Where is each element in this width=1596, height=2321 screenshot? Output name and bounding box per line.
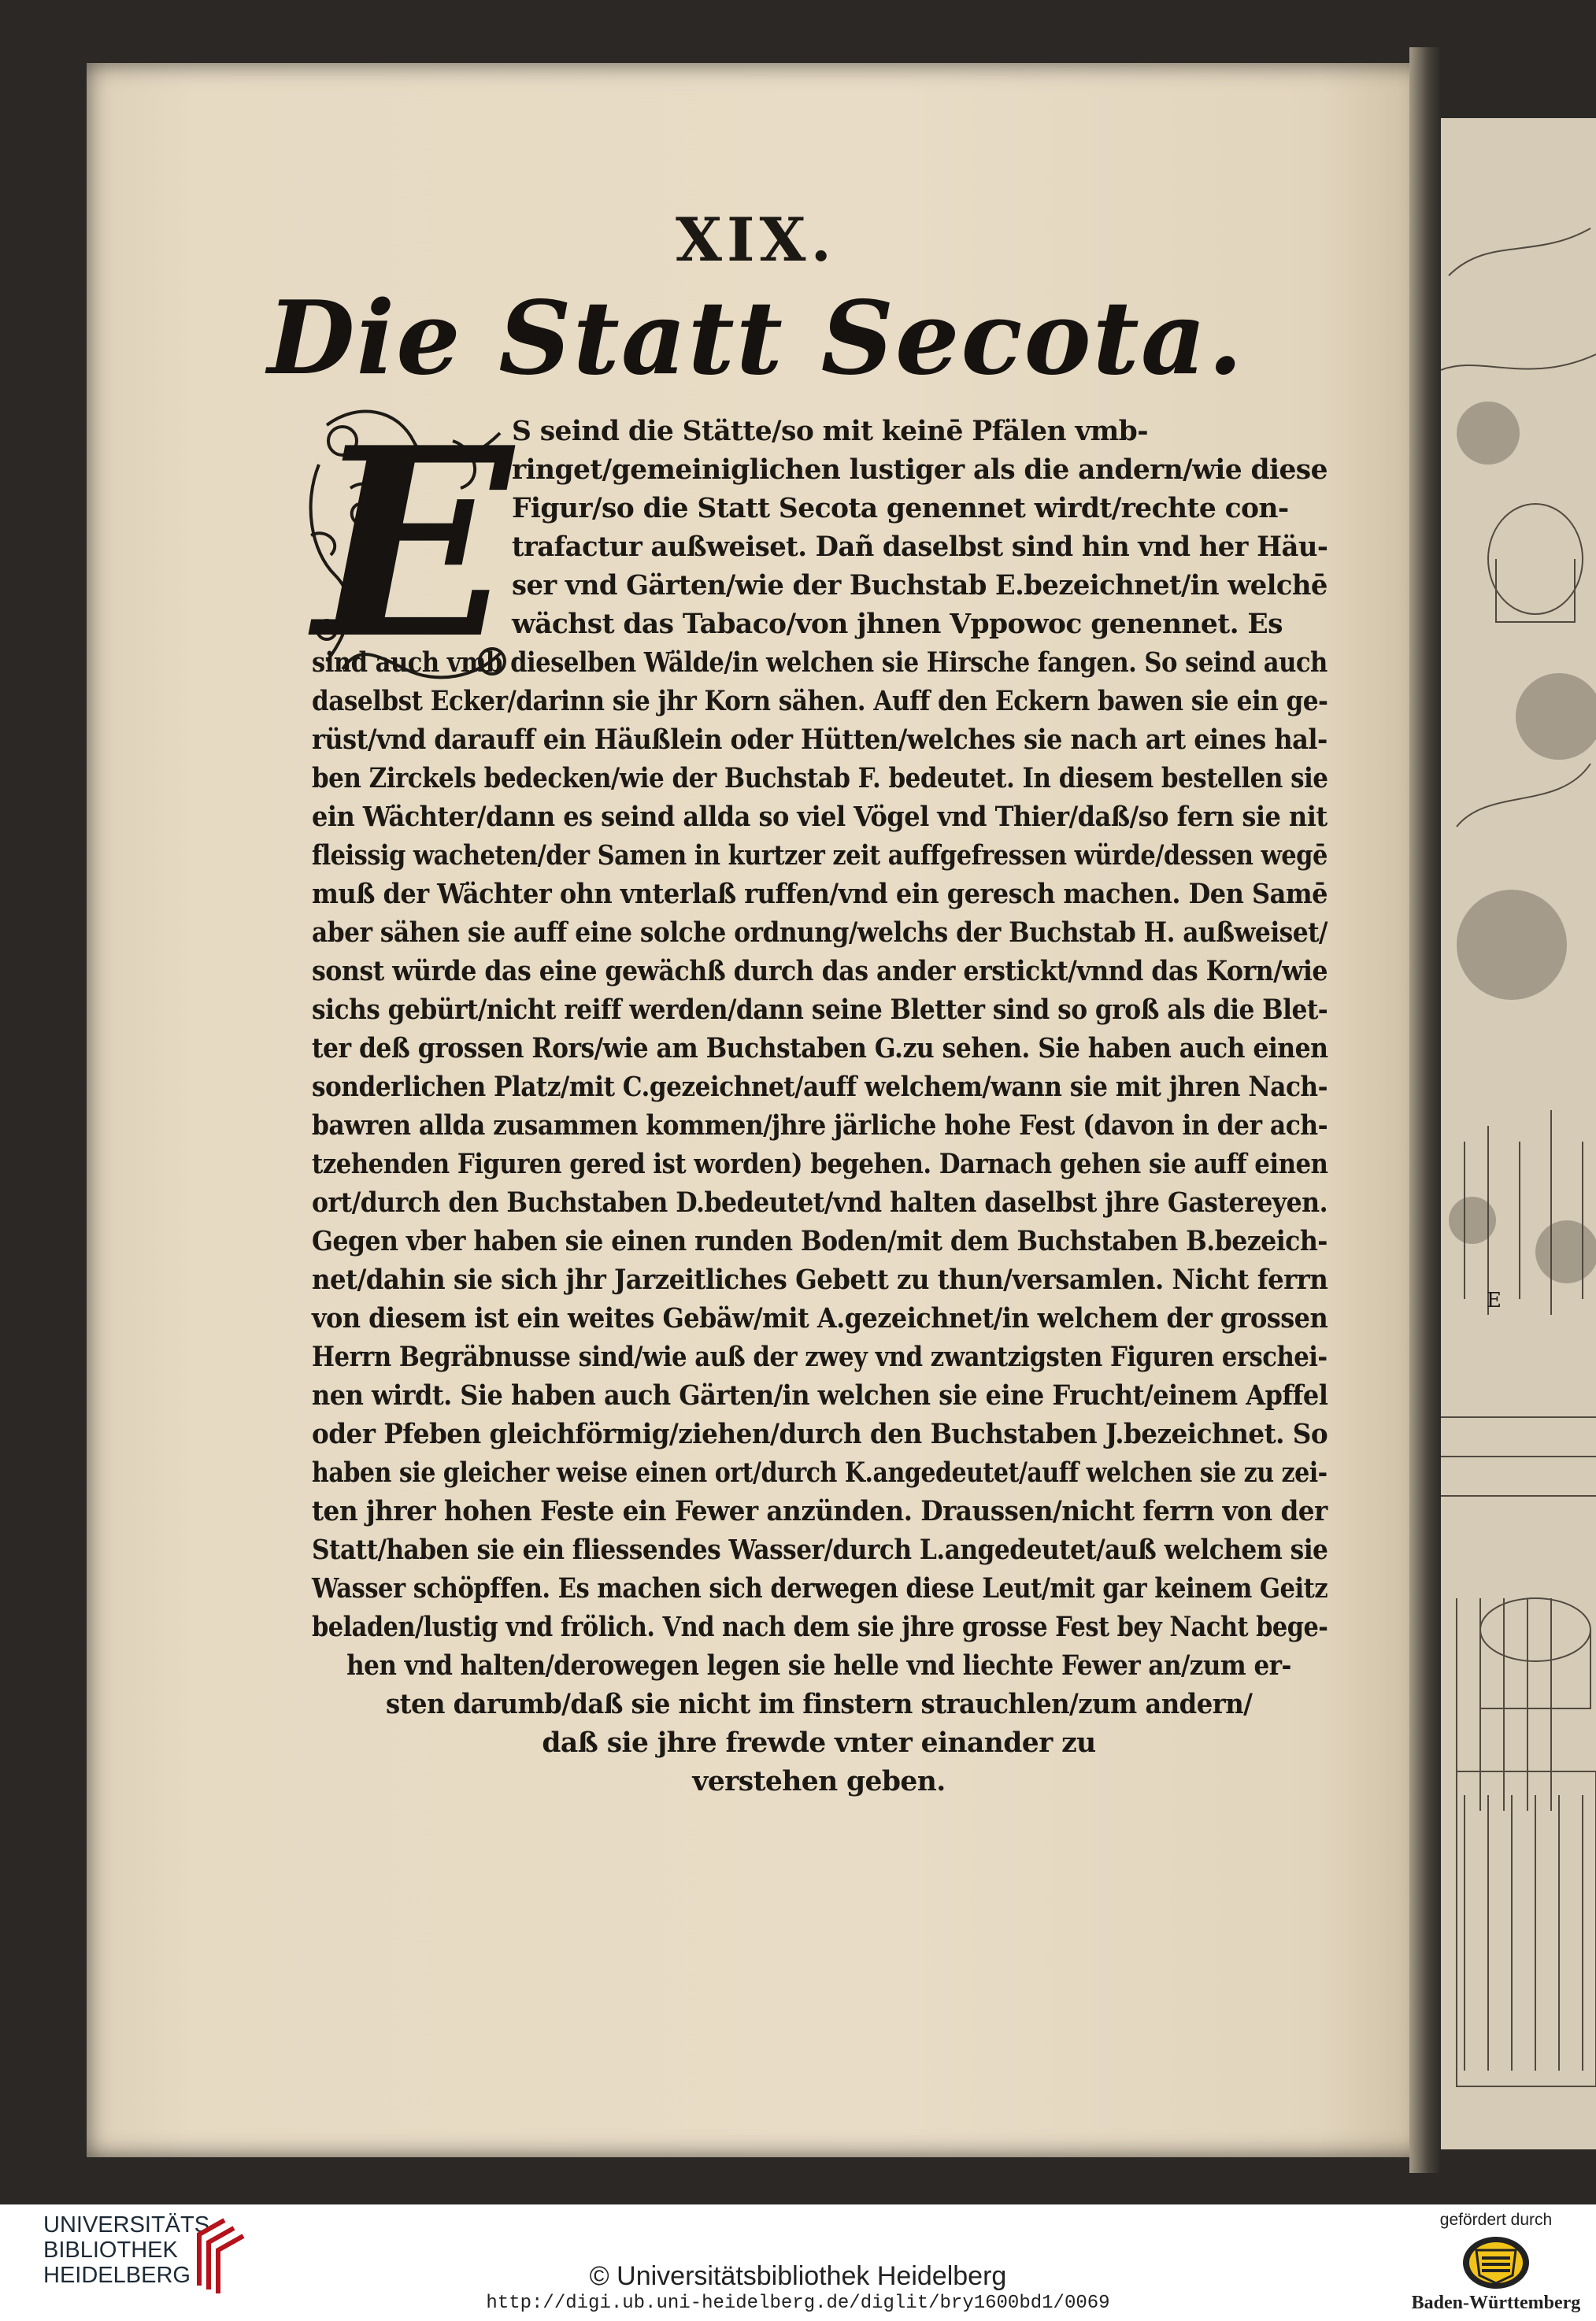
text-line: nen wirdt. Sie haben auch Gärten/in welchen sie eine Frucht/einem Apffel xyxy=(312,1380,1328,1412)
text-line: S seind die Stätte/so mit keinē Pfälen vmb- xyxy=(512,416,1148,447)
text-line: Gegen vber haben sie einen runden Boden/mit dem Buchstaben B.bezeich- xyxy=(312,1226,1328,1257)
text-line: sichs gebürt/nicht reiff werden/dann seine Bletter sind so groß als die Blet- xyxy=(312,994,1328,1026)
text-line: aber sähen sie auff eine solche ordnung/welchs der Buchstab H. außweiset/ xyxy=(312,917,1328,949)
text-line: sten darumb/daß sie nicht im finstern strauchlen/zum andern/ xyxy=(385,1689,1253,1720)
text-line: Statt/haben sie ein fliessendes Wasser/durch L.angedeutet/auß welchem sie xyxy=(312,1534,1328,1566)
text-line: oder Pfeben gleichförmig/ziehen/durch den Buchstaben J.bezeichnet. So xyxy=(312,1419,1328,1450)
text-line: Wasser schöpffen. Es machen sich derwegen diese Leut/mit gar keinem Geitz xyxy=(312,1573,1328,1605)
footer xyxy=(0,2204,1596,2321)
text-line: beladen/lustig vnd frölich. Vnd nach dem sie jhre grosse Fest bey Nacht bege- xyxy=(312,1612,1328,1643)
text-line: sonst würde das eine gewächß durch das ander erstickt/vnnd das Korn/wie xyxy=(312,956,1328,987)
text-line: daß sie jhre frewde vnter einander zu xyxy=(542,1727,1096,1759)
text-line: bawren allda zusammen kommen/jhre järliche hohe Fest (davon in der ach- xyxy=(312,1110,1328,1142)
text-line: rüst/vnd darauff ein Häußlein oder Hütten/welches sie nach art eines hal- xyxy=(312,724,1328,756)
text-line: ter deß grossen Rors/wie am Buchstaben G.zu sehen. Sie haben auch einen xyxy=(312,1033,1328,1064)
copyright-text: © Universitätsbibliothek Heidelberg xyxy=(589,2261,1007,2291)
text-line: ein Wächter/dann es seind allda so viel Vögel vnd Thier/daß/so fern sie nit xyxy=(312,801,1328,833)
text-line: muß der Wächter ohn vnterlaß ruffen/vnd ein geresch machen. Den Samē xyxy=(312,879,1328,910)
chapter-number: XIX. xyxy=(676,205,836,275)
library-name-line: BIBLIOTHEK xyxy=(43,2238,178,2263)
text-line: ser vnd Gärten/wie der Buchstab E.bezeichnet/in welchē xyxy=(512,570,1328,602)
text-line: fleissig wacheten/der Samen in kurtzer zeit auffgefressen würde/dessen wegē xyxy=(312,840,1328,872)
library-name-line: HEIDELBERG xyxy=(43,2263,191,2288)
book-page xyxy=(87,63,1425,2157)
sponsor-name: Baden-Württemberg xyxy=(1411,2293,1581,2313)
baden-wuerttemberg-coat-of-arms-icon[interactable] xyxy=(1461,2234,1531,2291)
text-line: verstehen geben. xyxy=(692,1766,946,1797)
text-line: ben Zirckels bedecken/wie der Buchstab F. bedeutet. In diesem bestellen sie xyxy=(312,763,1328,794)
text-line: wächst das Tabaco/von jhnen Vppowoc genennet. Es xyxy=(512,609,1283,640)
text-line: trafactur außweiset. Dañ daselbst sind hin vnd her Häu- xyxy=(512,531,1328,563)
text-line: tzehenden Figuren gered ist worden) begehen. Darnach gehen sie auff einen xyxy=(312,1149,1328,1180)
text-line: haben sie gleicher weise einen ort/durch K.angedeutet/auff welchen sie zu zei- xyxy=(312,1457,1328,1489)
engraving-illustration xyxy=(1441,118,1596,2149)
text-line: sonderlichen Platz/mit C.gezeichnet/auff welchem/wann sie mit jhren Nach- xyxy=(312,1072,1328,1103)
page-title: Die Statt Secota. xyxy=(267,279,1245,398)
permalink[interactable]: http://digi.ub.uni-heidelberg.de/diglit/bry1600bd1/0069 xyxy=(486,2293,1110,2314)
text-line: Herrn Begräbnusse sind/wie auß der zwey vnd zwantzigsten Figuren erschei- xyxy=(312,1342,1328,1373)
text-line: net/dahin sie sich jhr Jarzeitliches Gebett zu thun/versamlen. Nicht ferrn xyxy=(312,1264,1328,1296)
text-line: hen vnd halten/derowegen legen sie helle vnd liechte Fewer an/zum er- xyxy=(346,1650,1291,1682)
text-line: sind auch vmb dieselben Wälde/in welchen sie Hirsche fangen. So seind auch xyxy=(312,647,1328,679)
text-line: ten jhrer hohen Feste ein Fewer anzünden. Draussen/nicht ferrn von der xyxy=(312,1496,1328,1527)
engraving-letter-e: E xyxy=(1487,1289,1502,1312)
text-line: von diesem ist ein weites Gebäw/mit A.gezeichnet/in welchem der grossen xyxy=(312,1303,1328,1334)
text-line: Figur/so die Statt Secota genennet wirdt/rechte con- xyxy=(512,493,1289,524)
text-line: ort/durch den Buchstaben D.bedeutet/vnd halten daselbst jhre Gastereyen. xyxy=(312,1187,1328,1219)
sponsor-label: gefördert durch xyxy=(1439,2211,1553,2229)
text-line: daselbst Ecker/darinn sie jhr Korn sähen. Auff den Eckern bawen sie ein ge- xyxy=(312,686,1328,717)
book-gutter xyxy=(1409,47,1441,2173)
library-name-line: UNIVERSITÄTS- xyxy=(43,2212,217,2238)
text-line: ringet/gemeiniglichen lustiger als die andern/wie diese xyxy=(512,454,1328,486)
facing-page-engraving xyxy=(1441,118,1596,2149)
drop-cap-letter: E xyxy=(314,391,513,696)
